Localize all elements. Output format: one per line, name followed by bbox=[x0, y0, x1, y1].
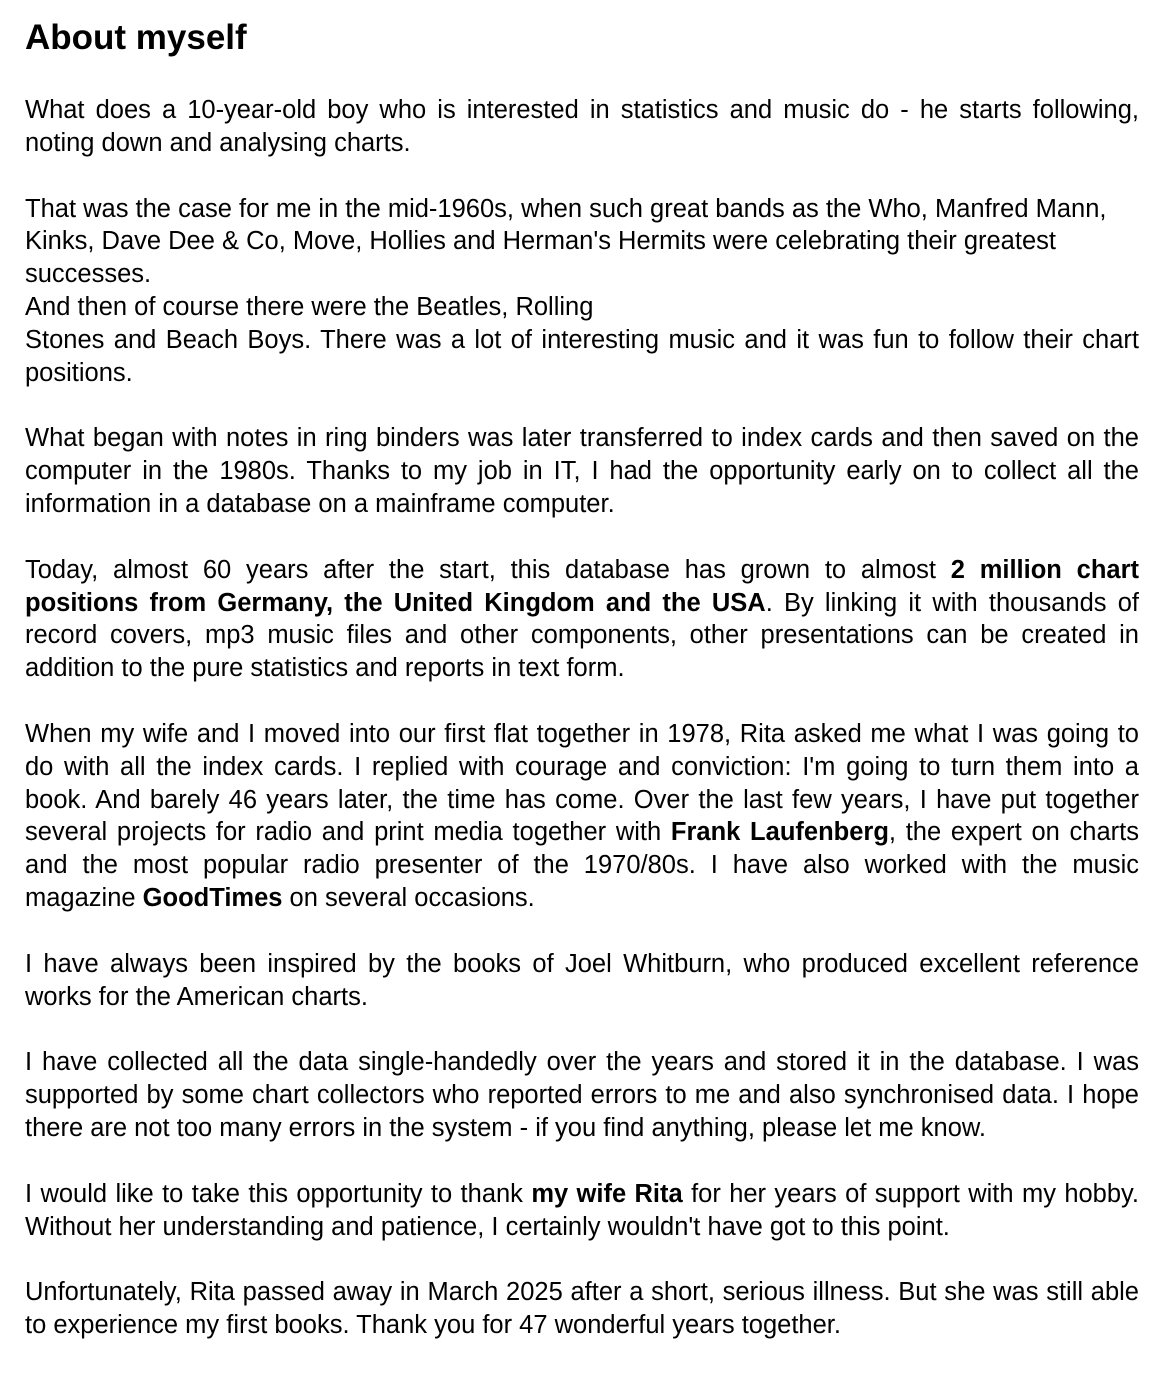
paragraph-sixties: That was the case for me in the mid-1960s, when such great bands as the Who, Manfred Mann, Kinks, Dave Dee & Co, Move, Hollies and Herman's Hermits were celebrating their greatest successes. bbox=[25, 194, 1107, 289]
paragraph-thanks bbox=[25, 1178, 1139, 1244]
database-text-start: Today, almost 60 years after the start, this database has grown to almost bbox=[25, 555, 951, 584]
paragraph-database bbox=[25, 554, 1139, 685]
wife-rita-name: my wife Rita bbox=[531, 1179, 683, 1208]
goodtimes-name: GoodTimes bbox=[142, 883, 283, 912]
database-text-end: . By linking it with thousands of record covers, mp3 music files and other components, other presentations can be created in addition to the pure statistics and reports in text form. bbox=[25, 588, 1139, 683]
page-title: About myself bbox=[25, 18, 247, 57]
paragraph-sixties-stones: Stones and Beach Boys. There was a lot of interesting music and it was fun to follow their chart positions. bbox=[25, 325, 1139, 387]
book-text-middle: , the expert on charts and the most popular radio presenter of the 1970/80s. I have also worked with the music magazine bbox=[25, 818, 1139, 912]
thanks-text-start: I would like to take this opportunity to thank bbox=[25, 1179, 532, 1208]
thanks-text-end: for her years of support with my hobby. Without her understanding and patience, I certainly wouldn't have got to this point. bbox=[25, 1179, 1139, 1241]
frank-laufenberg-name: Frank Laufenberg bbox=[670, 818, 889, 847]
paragraph-book bbox=[25, 718, 1139, 915]
book-text-end: on several occasions. bbox=[282, 883, 535, 912]
database-highlight: 2 million chart positions from Germany, the United Kingdom and the USA bbox=[25, 555, 1139, 617]
book-text-start: When my wife and I moved into our first flat together in 1978, Rita asked me what I was going to do with all the index cards. I replied with courage and conviction: I'm going to turn them into a book. And barely 46 years later, the time has come. Over the last few years, I have put together several projects for radio and print media together with bbox=[25, 719, 1139, 847]
paragraph-index-cards: What began with notes in ring binders was later transferred to index cards and then saved on the computer in the 1980s. Thanks to my job in IT, I had the opportunity early on to collect all the information in a database on a mainframe computer. bbox=[25, 424, 1139, 518]
document-page bbox=[25, 14, 1139, 1342]
paragraph-data-collection: I have collected all the data single-handedly over the years and stored it in the database. I was supported by some chart collectors who reported errors to me and also synchronised data. I hope there are not too many errors in the system - if you find anything, please let me know. bbox=[25, 1048, 1139, 1142]
paragraph-inspiration: I have always been inspired by the books of Joel Whitburn, who produced excellent reference works for the American charts. bbox=[25, 949, 1139, 1011]
paragraph-memorial: Unfortunately, Rita passed away in March 2025 after a short, serious illness. But she was still able to experience my first books. Thank you for 47 wonderful years together. bbox=[25, 1278, 1139, 1340]
paragraph-sixties-beatles: And then of course there were the Beatles, Rolling bbox=[25, 292, 594, 321]
document-body bbox=[25, 94, 1139, 1342]
paragraph-intro: What does a 10-year-old boy who is interested in statistics and music do - he starts following, noting down and analysing charts. bbox=[25, 96, 1139, 157]
